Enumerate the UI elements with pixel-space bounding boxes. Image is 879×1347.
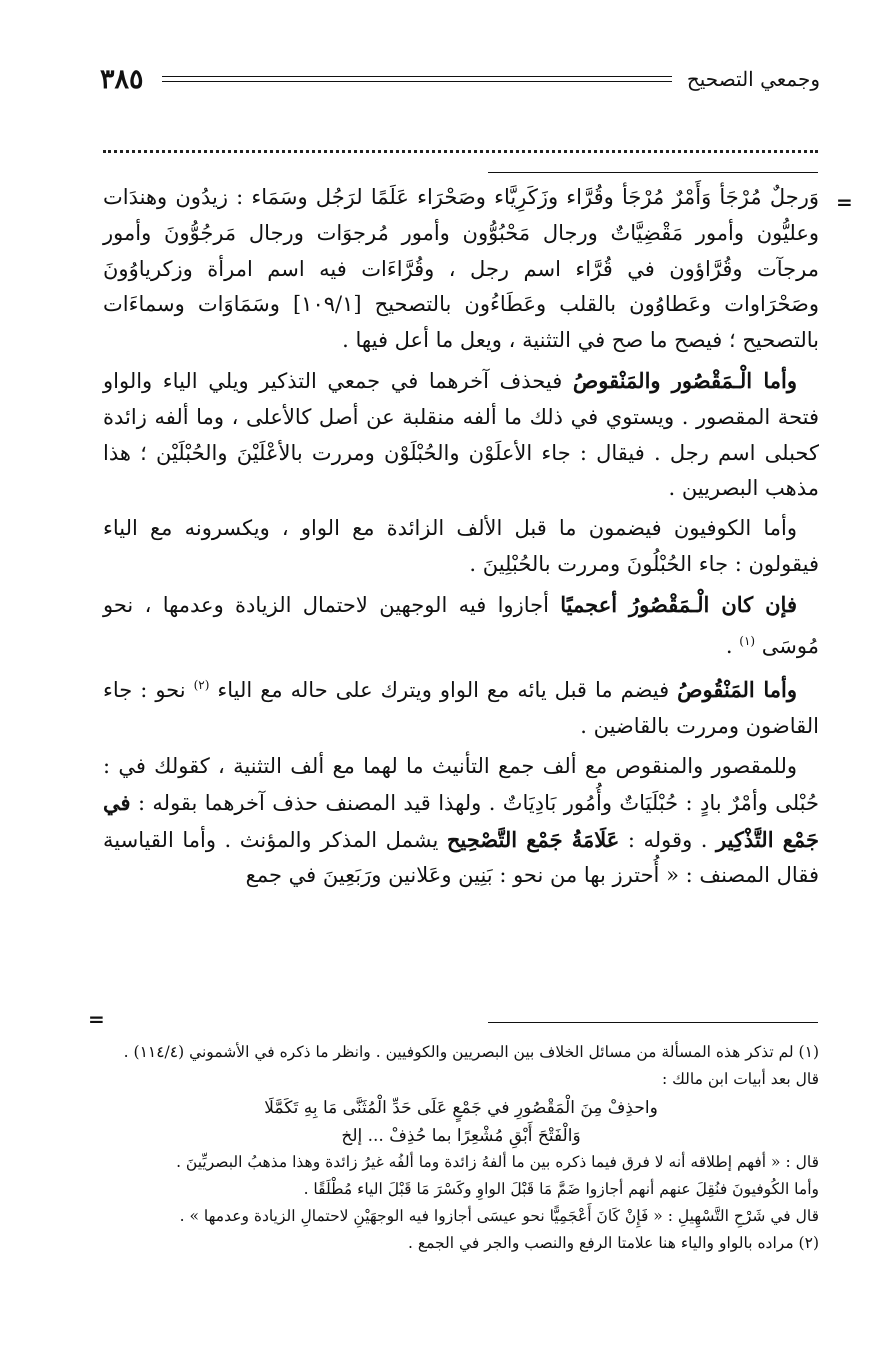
page-number: ٣٨٥ — [100, 64, 144, 95]
heading-maqsur-manqus: وأما الْـمَقْصُور والمَنْقوصُ — [572, 367, 797, 393]
paragraph-kufiyun: وأما الكوفيون فيضمون ما قبل الألف الزائدة مع الواو ، ويكسرونه مع الياء فيقولون : جاء الحُبْلُونَ ومررت بالحُبْلِينَ . — [103, 516, 819, 576]
paragraph-plural-feminine — [103, 749, 819, 894]
paragraph-maqsur-manqus — [103, 363, 819, 507]
paragraph-text: يشمل المذكر والمؤنث . وأما القياسية فقال المصنف : « أُحترز بها من نحو : بَنِين وعَلانين ورَبَعِينَ في جمع — [103, 827, 819, 888]
top-rule — [488, 172, 818, 173]
main-text — [103, 180, 819, 1000]
keyword-jam-tadhkir: في جَمْع التَّذْكِير — [103, 789, 820, 852]
continuation-mark-top: = — [836, 190, 853, 214]
footnotes — [103, 1040, 819, 1258]
footnote-1-intro: قال بعد أبيات ابن مالك : — [661, 1070, 819, 1088]
paragraph-text: أجازوا فيه الوجهين لاحتمال الزيادة وعدمها ، نحو مُوسَى — [103, 592, 819, 658]
verse-block — [103, 1094, 819, 1122]
verse-line-1: واحذِفْ مِنَ الْمَقْصُورِ في جَمْعٍ عَلَى حَدِّ الْمُثَنَّى مَا بِهِ تَكَمَّلَا — [264, 1098, 658, 1118]
continuation-mark-bottom: = — [88, 1007, 105, 1031]
paragraph-text: فيحذف آخرهما في جمعي التذكير ويلي الياء والواو فتحة المقصور . ويستوي في ذلك ما ألفه منقلبة عن أصل كالأعلى ، وما ألفه زائدة كحبلى اسم رجل . فيقال : جاء الأعلَوْن والحُبْلَوْن ومررت بالأعْلَيْنَ والحُبْلَيْن ؛ هذا مذهب البصريين . — [103, 368, 819, 501]
running-header — [100, 62, 820, 102]
heading-manqus: وأما المَنْقُوصُ — [677, 677, 797, 703]
keyword-alamat-jam: عَلَامَةُ جَمْع التَّصْحِيح — [446, 826, 620, 852]
verse-line-2: وَالْفَتْحَ أَبْقِ مُشْعِرًا بما حُذِفْ ... إلخ — [341, 1126, 581, 1146]
running-title: وجمعي التصحيح — [686, 67, 820, 91]
header-rule-double — [162, 81, 672, 82]
footnote-1-kufiyun: وأما الكُوفيونَ فنُقِلَ عنهم أنهم أجازوا ضَمَّ مَا قَبْلَ الواوِ وكَسْرَ مَا قَبْلَ الياء مُطْلَقًا . — [303, 1180, 819, 1198]
paragraph-ajami — [103, 587, 819, 665]
footnote-1-quote: قال : « أفهم إطلاقه أنه لا فرق فيما ذكره بين ما ألفهُ زائدة وما ألفُه غيرُ زائدة وهذا مذهبُ البصريِّينَ . — [176, 1153, 819, 1171]
heading-ajami: فإن كان الْـمَقْصُورُ أعجميًا — [560, 591, 797, 617]
footnote-ref-1[interactable]: (١) — [739, 633, 756, 648]
paragraph-text: . وقوله : — [619, 827, 717, 852]
paragraph-manqus — [103, 668, 819, 745]
footnote-1: (١) لم تذكر هذه المسألة من مسائل الخلاف بين البصريين والكوفيين . وانظر ما ذكره في الأشموني (١١٤/٤) . — [123, 1043, 819, 1061]
paragraph-end: نحو : جاء القاضون ومررت بالقاضين . — [103, 678, 819, 739]
verse-block-2 — [103, 1122, 819, 1150]
paragraph-text: فيضم ما قبل يائه مع الواو ويترك على حاله مع الياء — [217, 678, 678, 703]
footnote-1-tashil: قال في شَرْحِ التَّسْهِيلِ : « فَإِنْ كَانَ أَعْجَمِيًّا نحو عيسَى أجازوا فيه الوجهَيْنِ لاحتمالِ الزيادة وعدمها » . — [179, 1207, 819, 1225]
paragraph-continuation: وَرجلٌ مُرْجَأ وَأَمْرٌ مُرْجَأ وقُرَّاء وزَكَرِيَّاء وصَحْرَاء عَلَمًا لرَجُل وسَمَاء : زيدُون وهندَات وعليُّون وأمور مَقْضِيَّاتٌ ورجال مَحْبُوُّون وأمور مُرجوَات ورجال مَرجُوُّونَ وأمور مرجآت وقُرَّاؤون في قُرَّاء اسم رجل ، وقُرَّاءَات فيه اسم امرأة وزكرياوُونَ وصَحْرَاوات وعَطاوُون بالقلب وعَطَاءُون بالتصحيح [١٠٩/١] وسَمَاوَات وسماءَات بالتصحيح ؛ فيصح ما صح في التثنية ، ويعل ما أعل فيها . — [103, 185, 819, 353]
footnote-2: (٢) مراده بالواو والياء هنا علامتا الرفع والنصب والجر في الجمع . — [407, 1234, 819, 1252]
paragraph-end: . — [725, 633, 740, 658]
dotted-separator — [103, 150, 818, 153]
footnote-rule — [488, 1022, 818, 1023]
header-rule — [162, 76, 672, 77]
paragraph-text: وللمقصور والمنقوص مع ألف جمع التأنيث ما لهما مع ألف التثنية ، كقولك في : حُبْلى وأمْرٌ بادٍ : حُبْلَيَاتٌ وأُمُور بَادِيَاتٌ . ولهذا قيد المصنف حذف آخرهما بقوله : — [103, 753, 819, 815]
footnote-ref-2[interactable]: (٢) — [193, 678, 210, 693]
